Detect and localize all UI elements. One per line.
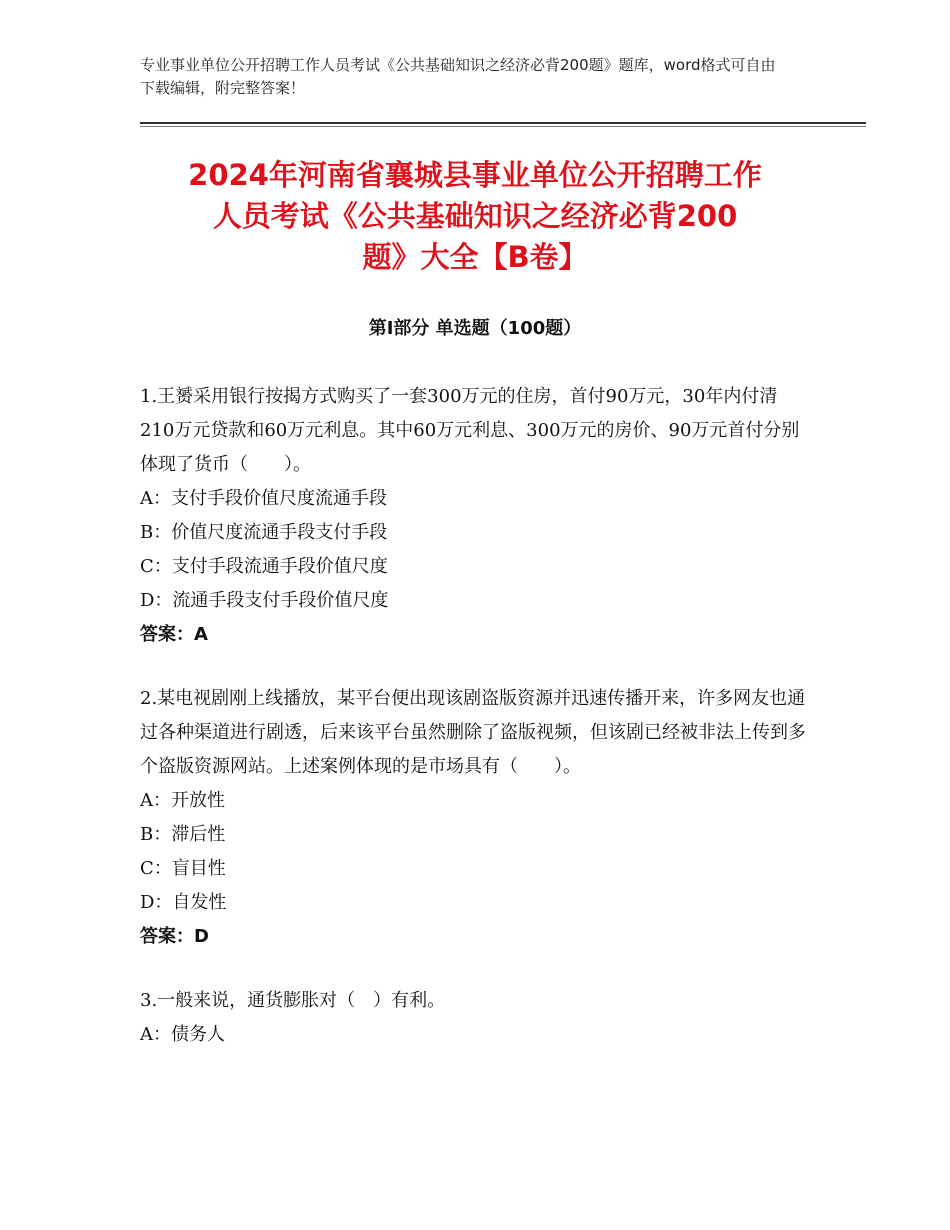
question-1 (140, 380, 810, 652)
question-stem: 2.某电视剧刚上线播放，某平台便出现该剧盗版资源并迅速传播开来，许多网友也通过各种渠道进行剧透，后来该平台虽然删除了盗版视频，但该剧已经被非法上传到多个盗版资源网站。上述案例体现的是市场具有（ ）。 (140, 688, 806, 777)
option-b: B：滞后性 (140, 824, 226, 845)
title-line-2: 人员考试《公共基础知识之经济必背200 (212, 199, 738, 233)
option-d: D：流通手段支付手段价值尺度 (140, 590, 389, 611)
question-3 (140, 984, 810, 1052)
option-c: C：支付手段流通手段价值尺度 (140, 556, 388, 577)
header-rule-thin (140, 126, 866, 127)
title-line-1: 2024年河南省襄城县事业单位公开招聘工作 (188, 158, 762, 192)
question-stem: 3.一般来说，通货膨胀对（ ）有利。 (140, 990, 446, 1011)
option-d: D：自发性 (140, 892, 227, 913)
option-c: C：盲目性 (140, 858, 226, 879)
section-heading: 第I部分 单选题（100题） (368, 318, 582, 339)
option-a: A：债务人 (140, 1024, 225, 1045)
option-b: B：价值尺度流通手段支付手段 (140, 522, 388, 543)
question-stem: 1.王赟采用银行按揭方式购买了一套300万元的住房，首付90万元，30年内付清210万元贷款和60万元利息。其中60万元利息、300万元的房价、90万元首付分别体现了货币（ ）。 (140, 386, 800, 475)
question-2 (140, 682, 810, 954)
header-note: 专业事业单位公开招聘工作人员考试《公共基础知识之经济必背200题》题库，word格式可自由下载编辑，附完整答案！ (140, 56, 776, 97)
answer: 答案：A (140, 624, 208, 645)
title-line-3: 题》大全【B卷】 (362, 240, 588, 274)
answer: 答案：D (140, 926, 209, 947)
document-title (110, 155, 840, 278)
option-a: A：开放性 (140, 790, 225, 811)
question-list (140, 380, 810, 1082)
option-a: A：支付手段价值尺度流通手段 (140, 488, 387, 509)
header-rule-thick (140, 122, 866, 124)
